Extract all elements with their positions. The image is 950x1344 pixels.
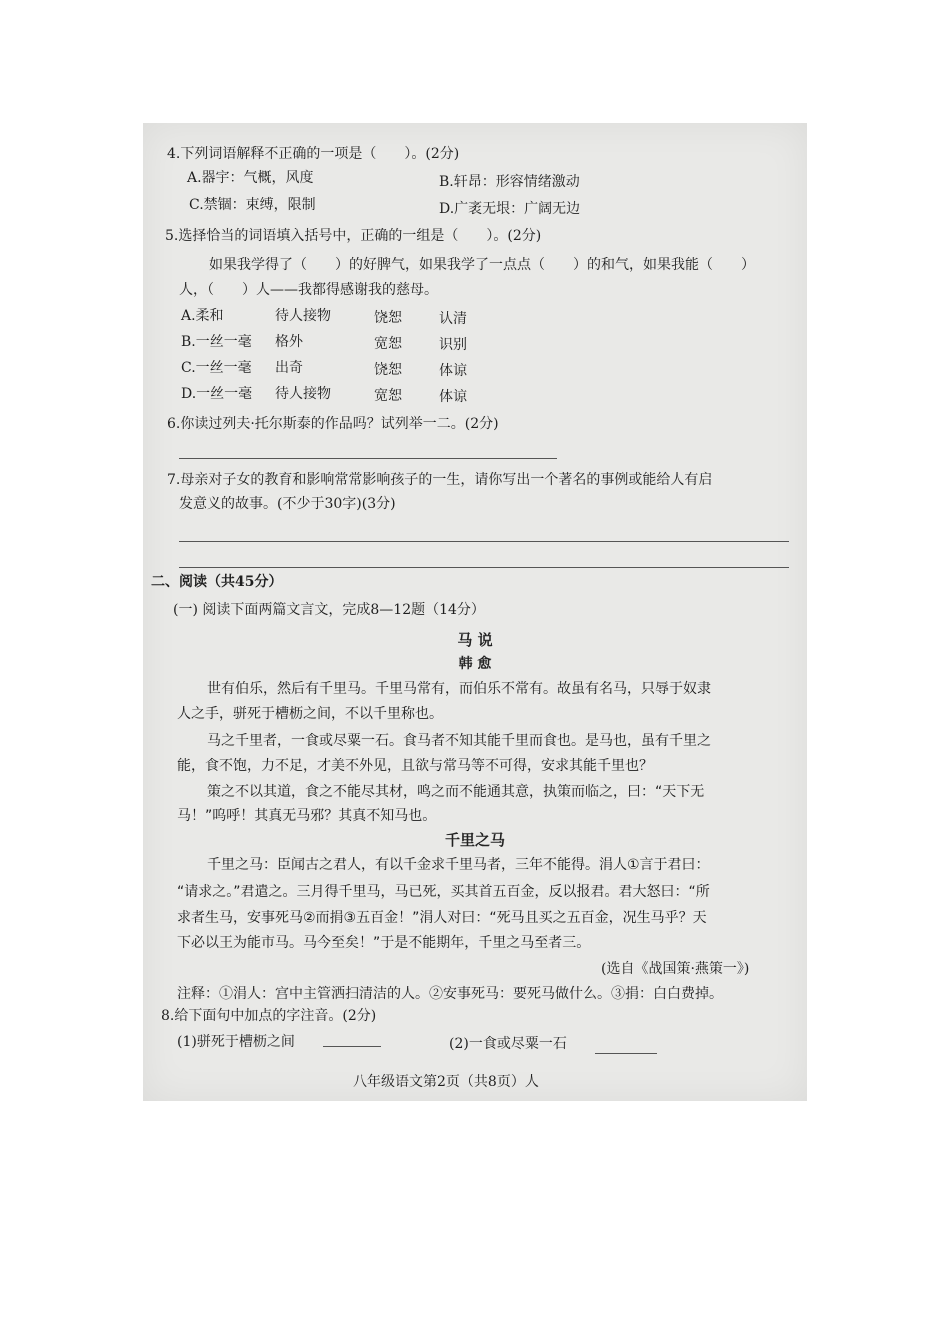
q5-row-b-col4: 识别: [439, 337, 467, 353]
q5-row-c-col1: C.一丝一毫: [181, 360, 252, 376]
q6-answer-line: [179, 458, 557, 459]
text1-author: 韩 愈: [458, 656, 492, 672]
text2-line-3: 求者生马，安事死马②而捐③五百金！”涓人对曰：“死马且买之五百金，况生马乎？天: [177, 910, 707, 926]
q7-line2: 发意义的故事。(不少于30字)(3分): [179, 496, 396, 512]
q5-row-a-col3: 饶恕: [374, 310, 402, 326]
q4-option-d: D.广袤无垠：广阔无边: [439, 201, 581, 217]
q7-answer-line-1: [179, 541, 789, 542]
q5-stem: 5.选择恰当的词语填入括号中，正确的一组是（ ）。(2分): [165, 228, 542, 244]
notes: 注释：①涓人：宫中主管洒扫清洁的人。②安事死马：要死马做什么。③捐：白白费掉。: [177, 986, 723, 1002]
q5-row-a-col2: 待人接物: [275, 308, 331, 324]
text2-line-1: 千里之马：臣闻古之君人，有以千金求千里马者，三年不能得。涓人①言于君曰：: [207, 857, 710, 873]
q5-row-c-col3: 饶恕: [374, 362, 402, 378]
q5-row-c-col2: 出奇: [275, 360, 303, 376]
q8-stem: 8.给下面句中加点的字注音。(2分): [161, 1008, 377, 1024]
text1-line-2: 人之手，骈死于槽枥之间，不以千里称也。: [177, 706, 443, 722]
q5-body-line2: 人，（ ）人——我都得感谢我的慈母。: [179, 282, 438, 298]
text2-source: (选自《战国策·燕策一》): [601, 961, 750, 977]
section2-title: 二、阅读（共45分）: [151, 574, 283, 590]
page-footer: 八年级语文第2页（共8页）人: [353, 1074, 539, 1090]
q5-row-b-col1: B.一丝一毫: [181, 334, 252, 350]
section2-subtitle: (一) 阅读下面两篇文言文，完成8—12题（14分）: [173, 602, 485, 618]
text1-line-1: 世有伯乐，然后有千里马。千里马常有，而伯乐不常有。故虽有名马，只辱于奴隶: [207, 681, 711, 697]
q4-option-c: C.禁锢：束缚，限制: [189, 197, 316, 213]
q8-part2: (2)一食或尽粟一石: [449, 1036, 567, 1052]
q5-row-c-col4: 体谅: [439, 363, 467, 379]
q4-option-a: A.器宇：气概，风度: [187, 170, 314, 186]
q5-row-d-col4: 体谅: [439, 389, 467, 405]
q8-part2-blank: [595, 1053, 657, 1054]
text1-line-5: 策之不以其道，食之不能尽其材，鸣之而不能通其意，执策而临之，曰：“天下无: [207, 784, 705, 800]
q7-line1: 7.母亲对子女的教育和影响常常影响孩子的一生，请你写出一个著名的事例或能给人有启: [167, 472, 713, 488]
q5-row-d-col2: 待人接物: [275, 386, 331, 402]
q5-row-a-col1: A.柔和: [181, 308, 224, 324]
q5-row-d-col1: D.一丝一毫: [181, 386, 253, 402]
q7-answer-line-2: [179, 567, 789, 568]
q4-option-b: B.轩昂：形容情绪激动: [439, 174, 580, 190]
q5-row-d-col3: 宽恕: [374, 388, 402, 404]
q5-row-b-col2: 格外: [275, 334, 303, 350]
q6-stem: 6.你读过列夫·托尔斯泰的作品吗？试列举一二。(2分): [167, 416, 499, 432]
q5-row-b-col3: 宽恕: [374, 336, 402, 352]
exam-page-photo: [143, 123, 807, 1101]
text1-title: 马 说: [457, 631, 493, 649]
q5-body-line1: 如果我学得了（ ）的好脾气，如果我学了一点点（ ）的和气，如果我能（ ）: [209, 257, 755, 273]
text1-line-4: 能，食不饱，力不足，才美不外见，且欲与常马等不可得，安求其能千里也？: [177, 758, 653, 774]
text2-line-2: “请求之。”君遣之。三月得千里马，马已死，买其首五百金，反以报君。君大怒曰：“所: [177, 884, 710, 900]
q4-stem: 4.下列词语解释不正确的一项是（ ）。(2分): [167, 146, 460, 162]
text1-line-3: 马之千里者，一食或尽粟一石。食马者不知其能千里而食也。是马也，虽有千里之: [207, 733, 711, 749]
q5-row-a-col4: 认清: [439, 311, 467, 327]
text2-title: 千里之马: [444, 831, 505, 849]
q8-part1: (1)骈死于槽枥之间: [177, 1034, 295, 1050]
q8-part1-blank: [323, 1046, 381, 1047]
text2-line-4: 下必以王为能市马。马今至矣！”于是不能期年，千里之马至者三。: [177, 935, 591, 951]
text1-line-6: 马！”呜呼！其真无马邪？其真不知马也。: [177, 808, 437, 824]
